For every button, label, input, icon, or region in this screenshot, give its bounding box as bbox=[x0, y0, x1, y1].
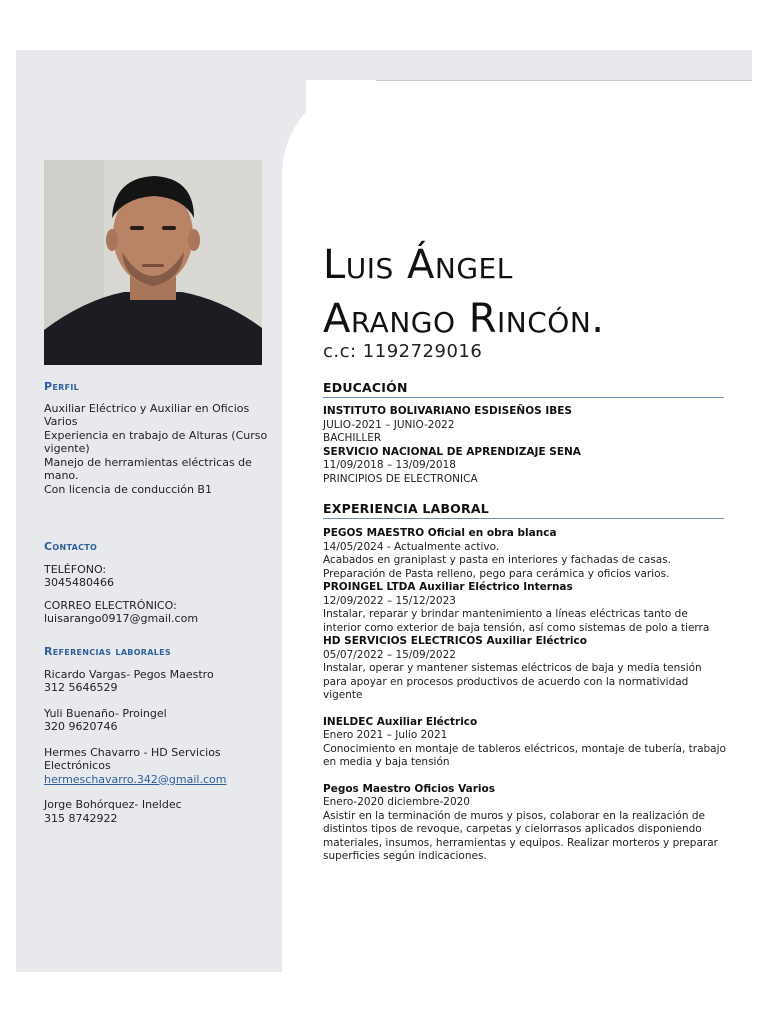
experience-role: HD SERVICIOS ELECTRICOS Auxiliar Eléctrico bbox=[323, 635, 587, 647]
education-list bbox=[323, 405, 728, 486]
portrait-illustration bbox=[44, 160, 262, 365]
experience-dates: Enero 2021 – Julio 2021 bbox=[323, 729, 448, 741]
profile-photo bbox=[44, 160, 262, 365]
reference-name: Jorge Bohórquez- Ineldec bbox=[44, 798, 182, 811]
references-section bbox=[44, 645, 274, 825]
experience-dates: 05/07/2022 – 15/09/2022 bbox=[323, 648, 456, 661]
contact-heading: Contacto bbox=[44, 540, 98, 553]
reference-name: Hermes Chavarro - HD Servicios Electrónicos bbox=[44, 745, 221, 772]
contact-section bbox=[44, 540, 274, 626]
experience-heading: EXPERIENCIA LABORAL bbox=[323, 501, 724, 519]
experience-description: Instalar, operar y mantener sistemas eléctricos de baja y media tensión para apoyar en procesos productivos de acuerdo con la normatividad vigente bbox=[323, 662, 702, 701]
profile-line: Con licencia de conducción B1 bbox=[44, 482, 212, 496]
education-institution: SERVICIO NACIONAL DE APRENDIZAJE SENA bbox=[323, 445, 581, 458]
experience-item bbox=[323, 527, 728, 581]
experience-description: Acabados en graniplast y pasta en interiores y fachadas de casas. Preparación de Pasta relleno, pego para cerámica y oficios varios. bbox=[323, 554, 672, 580]
reference-phone: 315 8742922 bbox=[44, 811, 118, 825]
full-name bbox=[323, 238, 604, 346]
profile-line: Experiencia en trabajo de Alturas (Curso vigente) bbox=[44, 428, 268, 455]
experience-role: INELDEC Auxiliar Eléctrico bbox=[323, 715, 478, 728]
education-dates: 11/09/2018 – 13/09/2018 bbox=[323, 459, 456, 471]
reference-email-link[interactable]: hermeschavarro.342@gmail.com bbox=[44, 772, 227, 786]
reference-phone: 320 9620746 bbox=[44, 720, 118, 733]
experience-description: Instalar, reparar y brindar mantenimiento a líneas eléctricas tanto de interior como exterior de baja tensión, así como sistemas de polo a tierra bbox=[323, 608, 710, 634]
id-number: c.c: 1192729016 bbox=[323, 341, 483, 362]
top-divider bbox=[376, 80, 752, 81]
experience-item bbox=[323, 581, 728, 635]
education-dates: JULIO-2021 – JUNIO-2022 bbox=[323, 418, 455, 431]
name-line-2: Arango Rincón. bbox=[323, 296, 605, 342]
name-line-1: Luis Ángel bbox=[323, 242, 513, 288]
phone-value: 3045480466 bbox=[44, 576, 114, 589]
email-value: luisarango0917@gmail.com bbox=[44, 612, 199, 625]
experience-description: Asistir en la terminación de muros y pisos, colaborar en la realización de distintos tipos de revoque, carpetas y cielorrasos aplicados disponiendo materiales, insumos, herramientas y equipos. Realizar morteros y preparar superficies según indicaciones. bbox=[323, 809, 718, 862]
experience-role: PROINGEL LTDA Auxiliar Eléctrico Internas bbox=[323, 581, 573, 593]
experience-role: Pegos Maestro Oficios Varios bbox=[323, 782, 495, 795]
experience-dates: 14/05/2024 - Actualmente activo. bbox=[323, 540, 500, 553]
experience-item bbox=[323, 635, 728, 703]
experience-item bbox=[323, 783, 728, 864]
experience-dates: Enero-2020 diciembre-2020 bbox=[323, 796, 470, 808]
profile-line: Manejo de herramientas eléctricas de mano. bbox=[44, 455, 252, 482]
experience-list bbox=[323, 527, 728, 864]
education-title: BACHILLER bbox=[323, 432, 382, 444]
reference-name: Yuli Buenaño- Proingel bbox=[44, 706, 167, 720]
education-title: PRINCIPIOS DE ELECTRONICA bbox=[323, 472, 478, 485]
profile-heading: Perfil bbox=[44, 380, 80, 393]
experience-role: PEGOS MAESTRO Oficial en obra blanca bbox=[323, 527, 557, 539]
experience-item bbox=[323, 716, 728, 770]
profile-line: Auxiliar Eléctrico y Auxiliar en Oficios Varios bbox=[44, 401, 250, 428]
experience-dates: 12/09/2022 – 15/12/2023 bbox=[323, 594, 456, 607]
education-heading: EDUCACIÓN bbox=[323, 380, 724, 398]
profile-section bbox=[44, 380, 274, 496]
email-label: CORREO ELECTRÓNICO: bbox=[44, 598, 177, 612]
experience-description: Conocimiento en montaje de tableros eléctricos, montaje de tubería, trabajo en media y baja tensión bbox=[323, 742, 726, 768]
education-institution: INSTITUTO BOLIVARIANO ESDISEÑOS IBES bbox=[323, 405, 572, 417]
reference-phone: 312 5646529 bbox=[44, 681, 118, 694]
reference-name: Ricardo Vargas- Pegos Maestro bbox=[44, 667, 214, 681]
references-heading: Referencias laborales bbox=[44, 645, 171, 658]
phone-label: TELÉFONO: bbox=[44, 562, 107, 576]
